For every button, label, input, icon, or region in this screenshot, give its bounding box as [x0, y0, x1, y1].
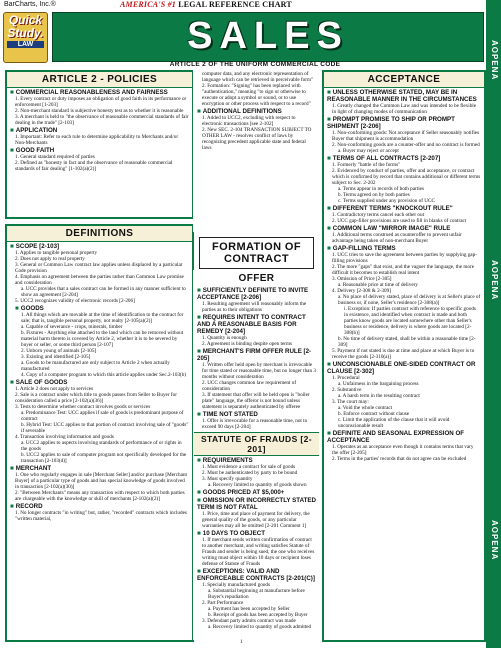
- acc-head-8: ■ DEFINITE AND SEASONAL EXPRESSION OF ACCEPTANCE: [324, 429, 484, 444]
- logo-study: Study.: [7, 26, 44, 40]
- scope-item: 3. General or Common Law contract law applies unless displaced by a particular Code provision: [15, 262, 183, 274]
- offer-head-4: ■ TIME NOT STATED: [194, 410, 319, 418]
- acc-item: c. Terms supplied under any provision of UCC: [338, 198, 435, 204]
- goods-item: a. Capable of severance - crops, minerals, timber: [21, 324, 123, 330]
- offer-item: 1. Offer is irrevocable for a reasonable time, not to exceed 90 days [2-204]: [202, 418, 308, 430]
- formation-title: FORMATION OF CONTRACT: [212, 241, 301, 265]
- acc-head-6: ■ GAP-FILLING TERMS: [324, 244, 484, 252]
- scope-item: 5. UCC2 recognizes validity of electronic records [2-206]: [15, 298, 135, 304]
- subtitle: ARTICLE 2 OF THE UNIFORM COMMERCIAL CODE: [169, 61, 341, 68]
- record-item: 1. No longer contracts "in writing" but, rather, "recorded" contracts which includes "written material,: [15, 510, 187, 522]
- s1-head: ■ COMMERCIAL REASONABLENESS AND FAIRNESS: [7, 88, 192, 96]
- s3-item: 1. General standard required of parties: [15, 154, 95, 160]
- acc-item: 1. Contradictory terms cancel each other out: [332, 212, 425, 218]
- acc-item: b. No time of delivery stated, shall be within a reasonable time [2-309]: [338, 336, 476, 348]
- acc-item: a. Unfairness in the bargaining process: [338, 381, 419, 387]
- sale-item: b. UCC2 applies to sale of computer program not specifically developed for the transaction [2-103(d)]: [21, 452, 187, 464]
- sale-item: 4. Transaction involving information and goods: [15, 434, 114, 440]
- acc-head-5: ■ COMMON LAW "MIRROR IMAGE" RULE: [324, 224, 484, 232]
- additional-def-item: 1. Added to UCC2, excluding with respect to electronic transactions [see 2-102]: [202, 115, 296, 127]
- acc-item: 1. Procedural: [332, 375, 360, 381]
- offer-title: OFFER: [194, 271, 319, 286]
- sof-head-3: ■ OMISSION OR INCORRECTLY STATED TERM IS NOT FATAL: [194, 496, 319, 511]
- sale-item: a. UCC2 applies to aspects involving standards of performance of or rights in the goods: [21, 440, 182, 452]
- merchant-item: 1. One who regularly engages in sale [Merchant Seller] and/or purchase [Merchant Buyer] of a particular type of goods and has special knowledge of goods involved in transaction [2-102(a)(30)]: [15, 472, 187, 490]
- acc-item: 1. Formerly "battle of the forms": [332, 162, 401, 168]
- offer-item: 1. Written offer held open by merchant is irrevocable for time stated or reasonable time, but no longer than 3 months without consideration: [202, 362, 316, 380]
- acc-head-1: ■ UNLESS OTHERWISE STATED, MAY BE IN REASONABLE MANNER IN THE CIRCUMSTANCES: [324, 88, 484, 103]
- offer-item: 2. UCC changes common law requirement of consideration: [202, 380, 297, 392]
- acc-item: 2. The more "gaps" that exist, and the vaguer the language, the more difficult it becomes to establish real intent: [332, 264, 474, 276]
- record-head: ■ RECORD: [7, 502, 192, 510]
- goods-item: 3. Existing and identified [2-105]: [21, 354, 91, 360]
- acc-item: b. Terms agreed on by both parties: [338, 192, 410, 198]
- offer-item: 2. Agreement is binding despite open terms: [202, 341, 293, 347]
- formation-heading-box: [199, 237, 314, 269]
- acc-item: a. Terms appear in records of both parties: [338, 186, 424, 192]
- sof-item: 2. Part Performance: [202, 600, 244, 606]
- sof-item: 1. If merchant sends written confirmation of contract to another merchant, and writing satisfies Statute of Frauds and sender is being sued, the one who receives writing must object within 10 days or recipient loses defense of Statute of Frauds: [202, 537, 315, 567]
- acc-item: 5. Payment if not stated is due at time and place at which Buyer is to receive the goods [2-310(a)]: [332, 348, 475, 360]
- s1-item: 3. A merchant is held to "the observance of reasonable commercial standards of fair dealing in the trade" [2-103]: [15, 114, 189, 126]
- sale-head: ■ SALE OF GOODS: [7, 378, 192, 386]
- acc-head-7: ■ UNCONSCIONABLE ONE-SIDED CONTRACT OR CLAUSE [2-302]: [324, 360, 484, 375]
- acc-item: 1. Additional terms construed as counteroffer to prevent unfair advantage being taken of non-merchant Buyer: [332, 232, 462, 244]
- edge-label-3: AOPENA: [490, 520, 499, 561]
- scope-item: 4. Emphasis on agreement between the parties rather than Common Law promise and consideration: [15, 274, 184, 286]
- acc-item: 2. UCC gap-filler provisions are used to fill in blanks of contract: [332, 218, 467, 224]
- acc-item: 3. Omission of Price [2-305]: [332, 276, 392, 282]
- sof-item: 3. Defendant party admits contract was made: [202, 618, 296, 624]
- goods-item: 2. Unborn young of animals [2-105]: [21, 348, 97, 354]
- quickstudy-logo: [3, 12, 48, 63]
- sof-head-1: ■ REQUIREMENTS: [194, 456, 319, 464]
- sof-item: 3. Must specify quantity: [202, 476, 253, 482]
- s2-head: ■ APPLICATION: [7, 126, 192, 134]
- acc-item: 1. Greatly changed the Common Law and was intended to be flexible in light of changing modes of communication: [332, 103, 477, 115]
- acc-item: c. Limit the application of the clause that it will avoid unconscionable result: [338, 417, 450, 429]
- sof-item: b. Receipt of goods has been accepted by Buyer: [208, 612, 308, 618]
- acceptance-title: ACCEPTANCE: [324, 72, 484, 88]
- sof-item: a. Payment has been accepted by Seller: [208, 606, 290, 612]
- offer-item: 1. Quantity is enough: [202, 335, 247, 341]
- acc-item: 4. Delivery [2-308 & 2-309]: [332, 288, 391, 294]
- page-title: SALES: [187, 15, 349, 57]
- logo-quick: Quick: [8, 13, 43, 27]
- acc-item: a. No place of delivery stated, place of delivery is at Seller's place of business or, if none, Seller's residence [2-308(a)]: [338, 294, 481, 306]
- definitions-box: [5, 224, 194, 642]
- sof-item: 1. Price, time and place of payment for delivery, the general quality of the goods, or any particular warranties may all be omitted [2-201 Comment 1]: [202, 511, 310, 529]
- merchant-head: ■ MERCHANT: [7, 464, 192, 472]
- record-cont: 2. Formation: "Signing" has been replaced with "authentication," meaning "to sign or otherwise to execute or adopt a symbol or sound, or to use encryption or other process with respect to a record": [202, 83, 311, 107]
- acc-item: a. A harsh term in the resulting contract: [338, 393, 420, 399]
- acc-item: 2. Non-conforming goods are a counter-offer and no contract is formed: [332, 142, 480, 148]
- merchant-item: 2. "Between Merchants" means any transaction with respect to which both parties are chargeable with the knowledge or skill of merchants [2-102(a)(2)]: [15, 490, 185, 502]
- tagline-rest: LEGAL REFERENCE CHART: [178, 0, 292, 9]
- scope-item: 1. Applies to tangible personal property: [15, 250, 98, 256]
- acc-item: a. Void the whole contract: [338, 405, 393, 411]
- s1-item: 1. Every contract or duty imposes an obligation of good faith in its performance or enforcement [1-203]: [15, 96, 187, 108]
- acc-item: 3. The court may:: [332, 399, 369, 405]
- goods-head: ■ GOODS: [7, 304, 192, 312]
- sale-item: a. Predominance Test: UCC applies if sale of goods is predominant purpose of contract: [21, 410, 184, 422]
- sof-item: 1. Specially manufactured goods: [202, 582, 270, 588]
- acc-item: 2. Substantive: [332, 387, 362, 393]
- offer-head-1: ■ SUFFICIENTLY DEFINITE TO INVITE ACCEPTANCE [2-206]: [194, 286, 319, 301]
- sof-head-5: ■ EXCEPTIONS: VALID AND ENFORCEABLE CONTRACTS [2-201(C)]: [194, 567, 319, 582]
- side-edge: [486, 0, 501, 648]
- sof-item: 2. Must be authenticated by party to be bound: [202, 470, 298, 476]
- scope-item: a. UCC provides that a sales contract can be formed in any manner sufficient to show an agreement [2-204]: [21, 286, 186, 298]
- acceptance-box: [322, 70, 486, 642]
- offer-item: 3. If statement that offer will be held open is "boiler plate" language, the offeror is not bound unless statement is separately authenticated by offeree: [202, 392, 310, 410]
- sof-head-2: ■ GOODS PRICED AT $5,000+: [194, 488, 319, 496]
- acc-item: a. Buyer may reject or accept: [338, 148, 399, 154]
- sale-item: b. Hybrid Test: UCC applies to that portion of contract involving sale of "goods" if severable: [21, 422, 189, 434]
- publisher: BarCharts, Inc.®: [4, 1, 56, 8]
- acc-item: a. Reasonable price at time of delivery: [338, 282, 418, 288]
- offer-head-3: ■ MERCHANT'S FIRM OFFER RULE [2-205]: [194, 347, 319, 362]
- goods-item: 4. Copy of a computer program to which this article applies under Sec.2-103(b): [21, 372, 187, 378]
- logo-law: LAW: [7, 41, 44, 48]
- sale-item: 3. Tests to determine whether contract involves goods or services: [15, 404, 151, 410]
- mid-top-column: [193, 70, 320, 232]
- s3-head: ■ GOOD FAITH: [7, 146, 192, 154]
- article2-policies-box: [5, 70, 194, 219]
- page-number: 1: [240, 640, 243, 645]
- acc-item: 2. Evidenced by conduct of parties, offer and acceptance, or contract which is confirmed by record that contains additional or different terms subject to Sec. 2-202: [332, 168, 481, 186]
- scope-item: 2. Does not apply to real property: [15, 256, 85, 262]
- sof-item: 1. Must evidence a contract for sale of goods: [202, 464, 296, 470]
- goods-item: b. Fixtures - Anything else attached to the land which can be removed without material harm thereto is covered by Article 2, whether it is to be severed by buyer or seller, or some third person [2-107]: [21, 330, 184, 348]
- title-banner: [52, 12, 484, 62]
- s3-item: 2. Defined as "honesty in fact and the observance of reasonable commercial standards of fair dealing" [1-102(a)(2)]: [15, 160, 173, 172]
- record-cont: computer data, and any electronic representation of language which can be retrieved in perceivable form": [202, 71, 314, 83]
- edge-label-2: AOPENA: [490, 260, 499, 301]
- sale-item: 2. Sale is a contract under which title to goods passes from Seller to Buyer for consideration called a price [2-102(a)(36)]: [15, 392, 177, 404]
- acc-item: 1. Operates as an acceptance even though it contains terms that vary the offer [2-205]: [332, 444, 474, 456]
- scope-head: ■ SCOPE [2-103]: [7, 242, 192, 250]
- offer-item: 1. Resulting agreement will reasonably inform the parties as to their obligations: [202, 301, 307, 313]
- acc-item: b. Enforce contract without clause: [338, 411, 410, 417]
- tagline: [120, 0, 292, 9]
- goods-item: a. Goods to be manufactured are only subject to Article 2 when actually manufactured: [21, 360, 170, 372]
- acc-item: i. Exception: If parties contract with reference to specific goods in existence, and identified when contract is made and both parties know goods are located somewhere other than Seller's business or residence, delivery is where goods are located [2-308(b)]: [344, 306, 476, 336]
- sale-item: 1. Article 2 does not apply to services: [15, 386, 94, 392]
- acc-head-4: ■ DIFFERENT TERMS "KNOCKOUT RULE": [324, 204, 484, 212]
- article2-title: ARTICLE 2 - POLICIES: [7, 72, 192, 88]
- s2-item: 1. Important: Refer to each rule to determine applicability to Merchants and/or Non-Merchants: [15, 134, 179, 146]
- acc-head-2: ■ PROMPT PROMISE TO SHIP OR PROMPT SHIPMENT [2-206]: [324, 115, 484, 130]
- offer-head-2: ■ REQUIRES INTENT TO CONTRACT AND A REASONABLE BASIS FOR REMEDY [2-204]: [194, 313, 319, 335]
- acc-item: 1. Non-conforming goods: Not acceptance if Seller seasonably notifies Buyer that shipment is accommodation: [332, 130, 480, 142]
- sof-item: a. Recovery limited to quantity of goods admitted: [208, 624, 312, 630]
- edge-label-1: AOPENA: [490, 40, 499, 81]
- offer-column: [193, 270, 320, 640]
- s1-item: 2. Non-merchant standard is subjective honesty test as to whether it is reasonable: [15, 108, 184, 114]
- definitions-title: DEFINITIONS: [7, 226, 192, 242]
- top-bar: [0, 0, 501, 12]
- sof-head-4: ■ 10 DAYS TO OBJECT: [194, 529, 319, 537]
- acc-head-3: ■ TERMS OF ALL CONTRACTS [2-207]: [324, 154, 484, 162]
- tagline-brand: AMERICA'S #1: [120, 0, 176, 9]
- goods-item: 1. All things which are movable at the time of identification to the contract for sale; that is, tangible personal property, not realty [2-105(a)(2)]: [21, 312, 184, 324]
- additional-def-item: 2. New SEC. 2-104 TRANSACTION SUBJECT TO OTHER LAW - resolves conflict of laws by recognizing precedent applicable state and federal laws: [202, 127, 312, 151]
- sof-item: a. Substantial beginning at manufacture before Buyer's repudiation: [208, 588, 305, 600]
- statute-of-frauds-title: STATUTE OF FRAUDS [2-201]: [194, 432, 319, 456]
- acc-item: 2. Terms in the parties' records that do not agree can be excluded: [332, 456, 467, 462]
- acc-item: 1. UCC tries to save the agreement between parties by supplying gap-filling provisions: [332, 252, 477, 264]
- sof-item: a. Recovery limited to quantity of goods shown: [208, 482, 307, 488]
- additional-defs-head: ■ ADDITIONAL DEFINITIONS: [194, 107, 319, 115]
